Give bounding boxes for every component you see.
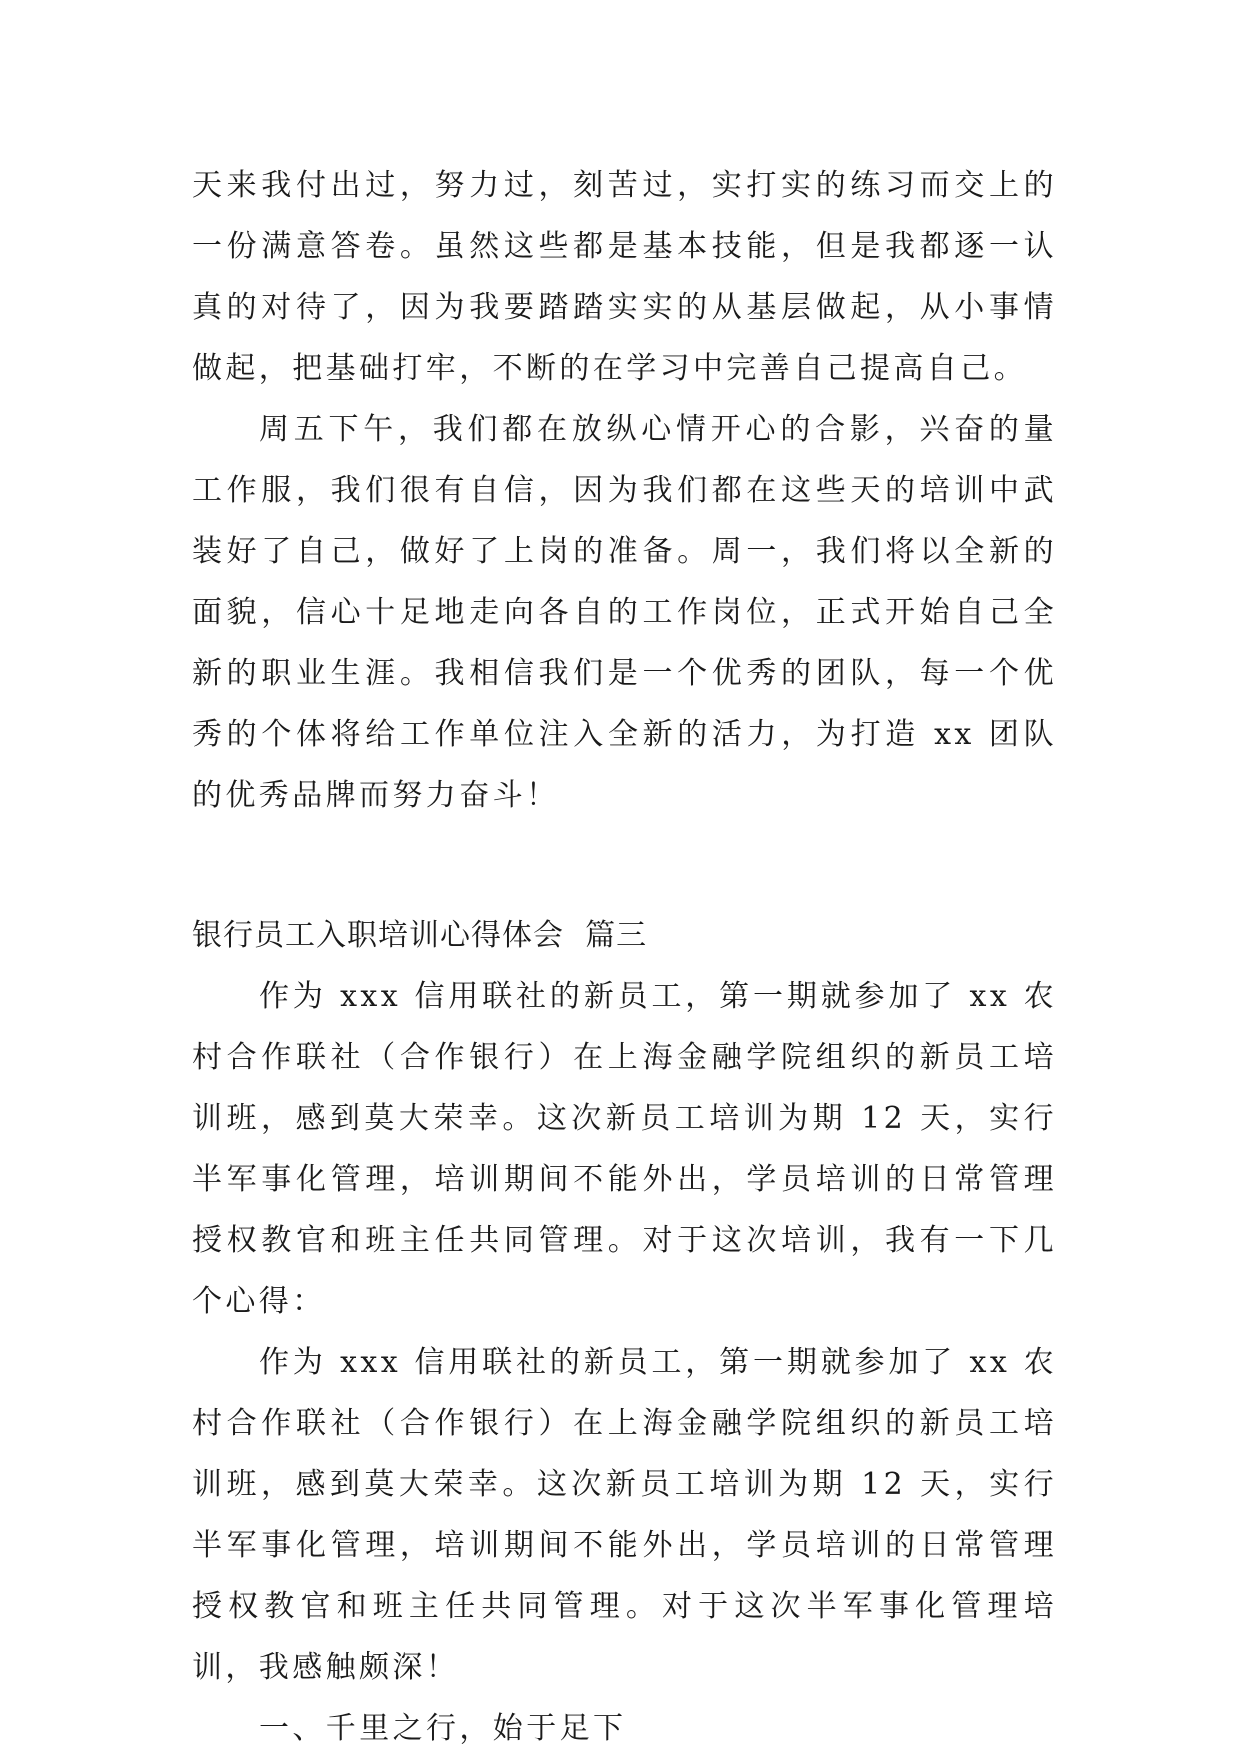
friday-paragraph: 周五下午，我们都在放纵心情开心的合影，兴奋的量工作服，我们很有自信，因为我们都在这些天的培训中武装好了自己，做好了上岗的准备。周一，我们将以全新的面貌，信心十足地走向各自的工作岗位，正式开始自己全新的职业生涯。我相信我们是一个优秀的团队，每一个优秀的个体将给工作单位注入全新的活力，为打造 xx 团队的优秀品牌而努力奋斗！ [192, 412, 1057, 813]
intro-paragraph-1: 作为 xxx 信用联社的新员工，第一期就参加了 xx 农村合作联社（合作银行）在上海金融学院组织的新员工培训班，感到莫大荣幸。这次新员工培训为期 12 天，实行半军事化管理，培训期间不能外出，学员培训的日常管理授权教官和班主任共同管理。对于这次培训，我有一下几个心得： [192, 979, 1057, 1319]
section-heading: 银行员工入职培训心得体会 篇三 [192, 918, 648, 953]
document-body [192, 155, 1057, 1759]
continuation-paragraph: 天来我付出过，努力过，刻苦过，实打实的练习而交上的一份满意答卷。虽然这些都是基本技能，但是我都逐一认真的对待了，因为我要踏踏实实的从基层做起，从小事情做起，把基础打牢，不断的在学习中完善自己提高自己。 [192, 168, 1057, 386]
intro-paragraph-2: 作为 xxx 信用联社的新员工，第一期就参加了 xx 农村合作联社（合作银行）在上海金融学院组织的新员工培训班，感到莫大荣幸。这次新员工培训为期 12 天，实行半军事化管理，培训期间不能外出，学员培训的日常管理授权教官和班主任共同管理。对于这次半军事化管理培训，我感触颇深！ [192, 1345, 1057, 1685]
subheading-one: 一、千里之行，始于足下 [259, 1711, 627, 1746]
